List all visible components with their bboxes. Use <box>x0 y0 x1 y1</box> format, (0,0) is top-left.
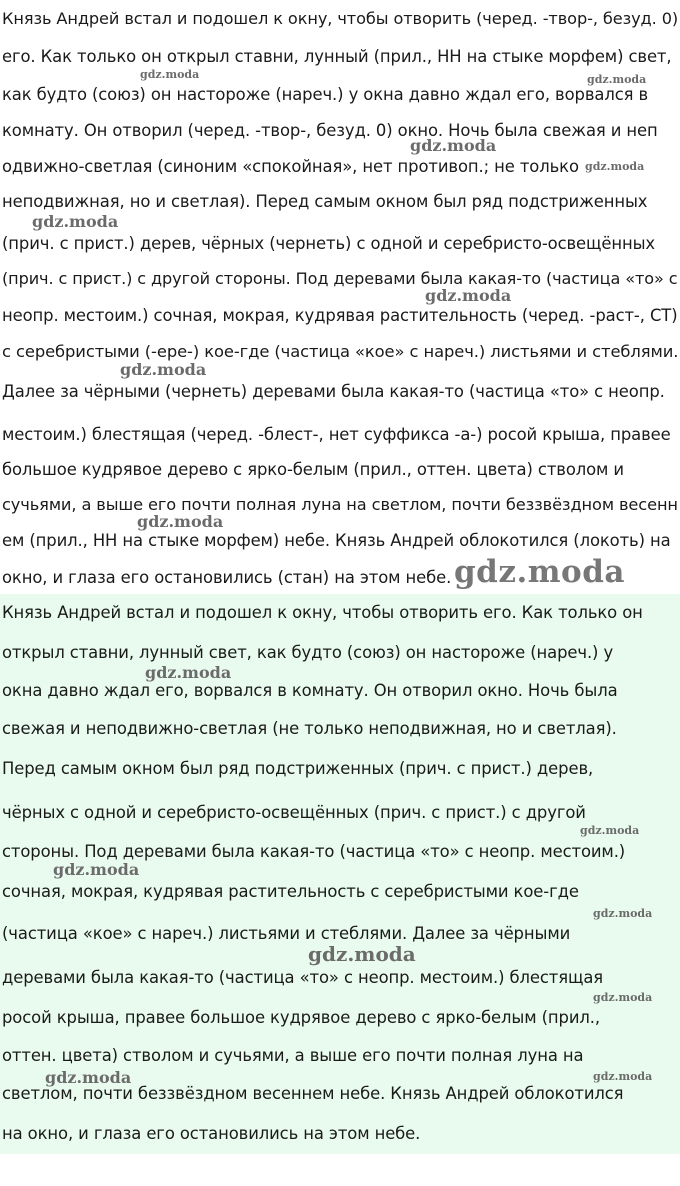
text-line: местоим.) блестящая (черед. -блест-, нет суффикса -а-) росой крыша, правее <box>2 425 671 444</box>
watermark: gdz.moda <box>140 68 200 81</box>
text-line: комнату. Он отворил (черед. -твор-, безуд. 0) окно. Ночь была свежая и неп <box>2 121 658 140</box>
watermark: gdz.moda <box>410 136 497 155</box>
watermark: gdz.moda <box>137 512 224 531</box>
text-line: как будто (союз) он настороже (нареч.) у окна давно ждал его, ворвался в <box>2 85 649 104</box>
answer-text-block <box>0 594 680 1154</box>
watermark: gdz.moda <box>32 212 119 231</box>
text-line: неопр. местоим.) сочная, мокрая, кудрявая растительность (черед. -раст-, СТ) <box>2 306 678 325</box>
watermark: gdz.moda <box>585 160 645 173</box>
text-line: (прич. с прист.) с другой стороны. Под деревами была какая-то (частица «то» с <box>2 269 678 288</box>
watermark: gdz.moda <box>593 1070 653 1083</box>
text-line: росой крыша, правее большое кудрявое дерево с ярко-белым (прил., <box>2 1008 600 1027</box>
text-line: открыл ставни, лунный свет, как будто (союз) он настороже (нареч.) у <box>2 643 614 662</box>
text-line: (прич. с прист.) дерев, чёрных (чернеть) с одной и серебристо-освещённых <box>2 234 656 253</box>
text-line: окна давно ждал его, ворвался в комнату. Он отворил окно. Ночь была <box>2 681 618 700</box>
text-line: большое кудрявое дерево с ярко-белым (прил., оттен. цвета) стволом и <box>2 460 624 479</box>
text-line: на окно, и глаза его остановились на этом небе. <box>2 1124 421 1143</box>
text-line: светлом, почти беззвёздном весеннем небе. Князь Андрей облокотился <box>2 1084 624 1103</box>
watermark: gdz.moda <box>53 860 140 879</box>
watermark: gdz.moda <box>593 991 653 1004</box>
text-line: окно, и глаза его остановились (стан) на этом небе. <box>2 568 452 587</box>
watermark: gdz.moda <box>145 663 232 682</box>
watermark-large: gdz.moda <box>454 554 625 590</box>
text-line: (частица «кое» с нареч.) листьями и стеблями. Далее за чёрными <box>2 924 571 943</box>
text-line: свежая и неподвижно-светлая (не только неподвижная, но и светлая). <box>2 719 617 738</box>
text-line: чёрных с одной и серебристо-освещённых (прич. с прист.) с другой <box>2 803 586 822</box>
text-line: одвижно-светлая (синоним «спокойная», нет противоп.; не только <box>2 157 579 176</box>
watermark: gdz.moda <box>425 286 512 305</box>
watermark: gdz.moda <box>593 907 653 920</box>
text-line: неподвижная, но и светлая). Перед самым окном был ряд подстриженных <box>2 192 648 211</box>
text-line: сучьями, а выше его почти полная луна на светлом, почти беззвёздном весенн <box>2 495 678 514</box>
text-line: Князь Андрей встал и подошел к окну, чтобы отворить (черед. -твор-, безуд. 0) <box>2 9 679 28</box>
text-line: Далее за чёрными (чернеть) деревами была какая-то (частица «то» с неопр. <box>2 382 665 401</box>
watermark: gdz.moda <box>587 73 647 86</box>
text-line: оттен. цвета) стволом и сучьями, а выше его почти полная луна на <box>2 1046 584 1065</box>
text-line: сочная, мокрая, кудрявая растительность с серебристыми кое-где <box>2 882 579 901</box>
text-line: стороны. Под деревами была какая-то (частица «то» с неопр. местоим.) <box>2 842 626 861</box>
text-line: его. Как только он открыл ставни, лунный (прил., НН на стыке морфем) свет, <box>2 47 672 66</box>
watermark: gdz.moda <box>120 360 207 379</box>
text-line: с серебристыми (-ере-) кое-где (частица «кое» с нареч.) листьями и стеблями. <box>2 342 679 361</box>
watermark: gdz.moda <box>580 824 640 837</box>
watermark: gdz.moda <box>308 942 416 966</box>
text-line: Перед самым окном был ряд подстриженных (прич. с прист.) дерев, <box>2 759 594 778</box>
text-line: ем (прил., НН на стыке морфем) небе. Князь Андрей облокотился (локоть) на <box>2 531 671 550</box>
text-line: Князь Андрей встал и подошел к окну, чтобы отворить его. Как только он <box>2 603 643 622</box>
watermark: gdz.moda <box>45 1068 132 1087</box>
text-line: деревами была какая-то (частица «то» с неопр. местоим.) блестящая <box>2 968 604 987</box>
